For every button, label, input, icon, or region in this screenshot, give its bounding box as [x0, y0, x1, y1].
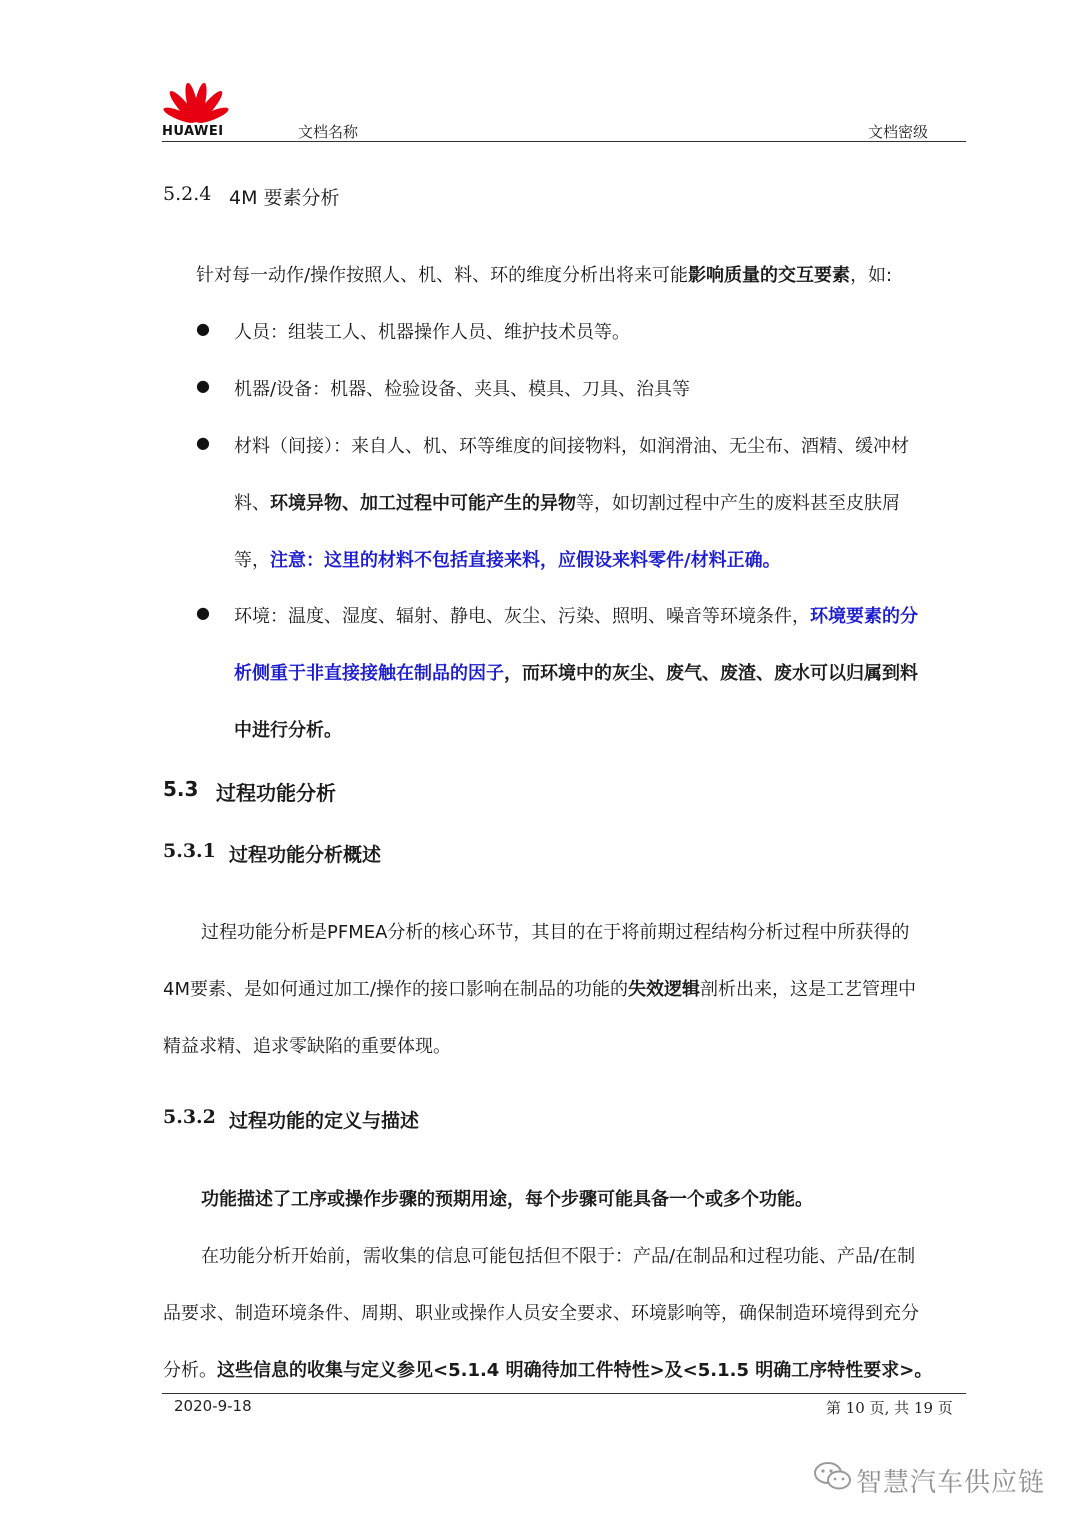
section-532-bold-line: 功能描述了工序或操作步骤的预期用途，每个步骤可能具备一个或多个功能。	[201, 1189, 813, 1210]
section-53-title: 过程功能分析	[216, 781, 336, 805]
s531-l2-bold: 失效逻辑	[628, 979, 701, 1000]
env-l1-a: 环境：温度、湿度、辐射、静电、灰尘、污染、照明、噪音等环境条件，	[234, 606, 810, 627]
section-532-para-line1: 在功能分析开始前，需收集的信息可能包括但不限于：产品/在制品和过程功能、产品/在制	[201, 1246, 916, 1267]
huawei-logo-text: HUAWEI	[162, 124, 224, 139]
bullet-material-line2	[234, 489, 900, 515]
doc-name-label: 文档名称	[298, 123, 359, 141]
section-531-para-line2	[163, 975, 916, 1001]
section-532-number: 5.3.2	[163, 1106, 216, 1128]
s531-l2-c: 剖析出来，这是工艺管理中	[700, 979, 917, 1000]
section-532-title: 过程功能的定义与描述	[229, 1110, 420, 1132]
s531-l2-a: 4M要素、是如何通过加工/操作的接口影响在制品的功能的	[163, 979, 629, 1000]
material-note-blue: 注意：这里的材料不包括直接来料，应假设来料零件/材料正确。	[270, 550, 781, 571]
bullet-machine: 机器/设备：机器、检验设备、夹具、模具、刀具、治具等	[234, 379, 691, 400]
s532-l3-bold: 这些信息的收集与定义参见<5.1.4 明确待加工件特性>及<5.1.5 明确工序特性要求>。	[217, 1360, 933, 1381]
bullet-env-line2	[234, 659, 918, 685]
env-l2-blue: 析侧重于非直接接触在制品的因子	[234, 663, 504, 684]
intro-text-bold: 影响质量的交互要素	[688, 265, 851, 286]
section-531-number: 5.3.1	[163, 840, 216, 862]
material-l2-bold: 环境异物、加工过程中可能产生的异物	[270, 493, 576, 514]
footer-page-number: 第 10 页, 共 19 页	[826, 1399, 953, 1417]
bullet-dot-icon: ●	[196, 319, 210, 338]
watermark-text: 智慧汽车供应链	[856, 1468, 1046, 1498]
material-l2-c: 等，如切割过程中产生的废料甚至皮肤屑	[576, 493, 900, 514]
section-531-para-line3: 精益求精、追求零缺陷的重要体现。	[163, 1036, 451, 1057]
env-l2-bold: ，而环境中的灰尘、废气、废渣、废水可以归属到料	[504, 663, 918, 684]
section-532-para-line3	[163, 1356, 932, 1382]
section-524-title: 4M 要素分析	[229, 187, 340, 209]
bullet-person: 人员：组装工人、机器操作人员、维护技术员等。	[234, 322, 630, 343]
bullet-material-line1: 材料（间接）：来自人、机、环等维度的间接物料，如润滑油、无尘布、酒精、缓冲材	[234, 436, 909, 457]
s532-l3-a: 分析。	[163, 1360, 217, 1381]
bullet-env-line1	[234, 602, 918, 628]
footer-date: 2020-9-18	[174, 1397, 252, 1415]
doc-level-label: 文档密级	[868, 123, 929, 141]
section-531-para-line1: 过程功能分析是PFMEA分析的核心环节，其目的在于将前期过程结构分析过程中所获得的	[201, 922, 910, 943]
section-532-para-line2: 品要求、制造环境条件、周期、职业或操作人员安全要求、环境影响等，确保制造环境得到充分	[163, 1303, 919, 1324]
bullet-dot-icon: ●	[196, 433, 210, 452]
intro-text-c: ，如:	[850, 265, 893, 286]
bullet-dot-icon: ●	[196, 603, 210, 622]
intro-text-a: 针对每一动作/操作按照人、机、料、环的维度分析出将来可能	[196, 265, 689, 286]
section-524-number: 5.2.4	[163, 183, 212, 205]
header-divider	[162, 141, 966, 142]
section-531-title: 过程功能分析概述	[229, 844, 382, 866]
material-l2-a: 料、	[234, 493, 270, 514]
env-l1-blue: 环境要素的分	[810, 606, 918, 627]
bullet-material-line3	[234, 546, 781, 572]
bullet-env-line3: 中进行分析。	[234, 720, 342, 741]
section-53-number: 5.3	[163, 777, 199, 801]
wechat-icon	[812, 1459, 854, 1495]
footer-divider	[162, 1393, 966, 1394]
material-l3-a: 等，	[234, 550, 270, 571]
bullet-dot-icon: ●	[196, 376, 210, 395]
section-524-intro	[196, 261, 892, 287]
